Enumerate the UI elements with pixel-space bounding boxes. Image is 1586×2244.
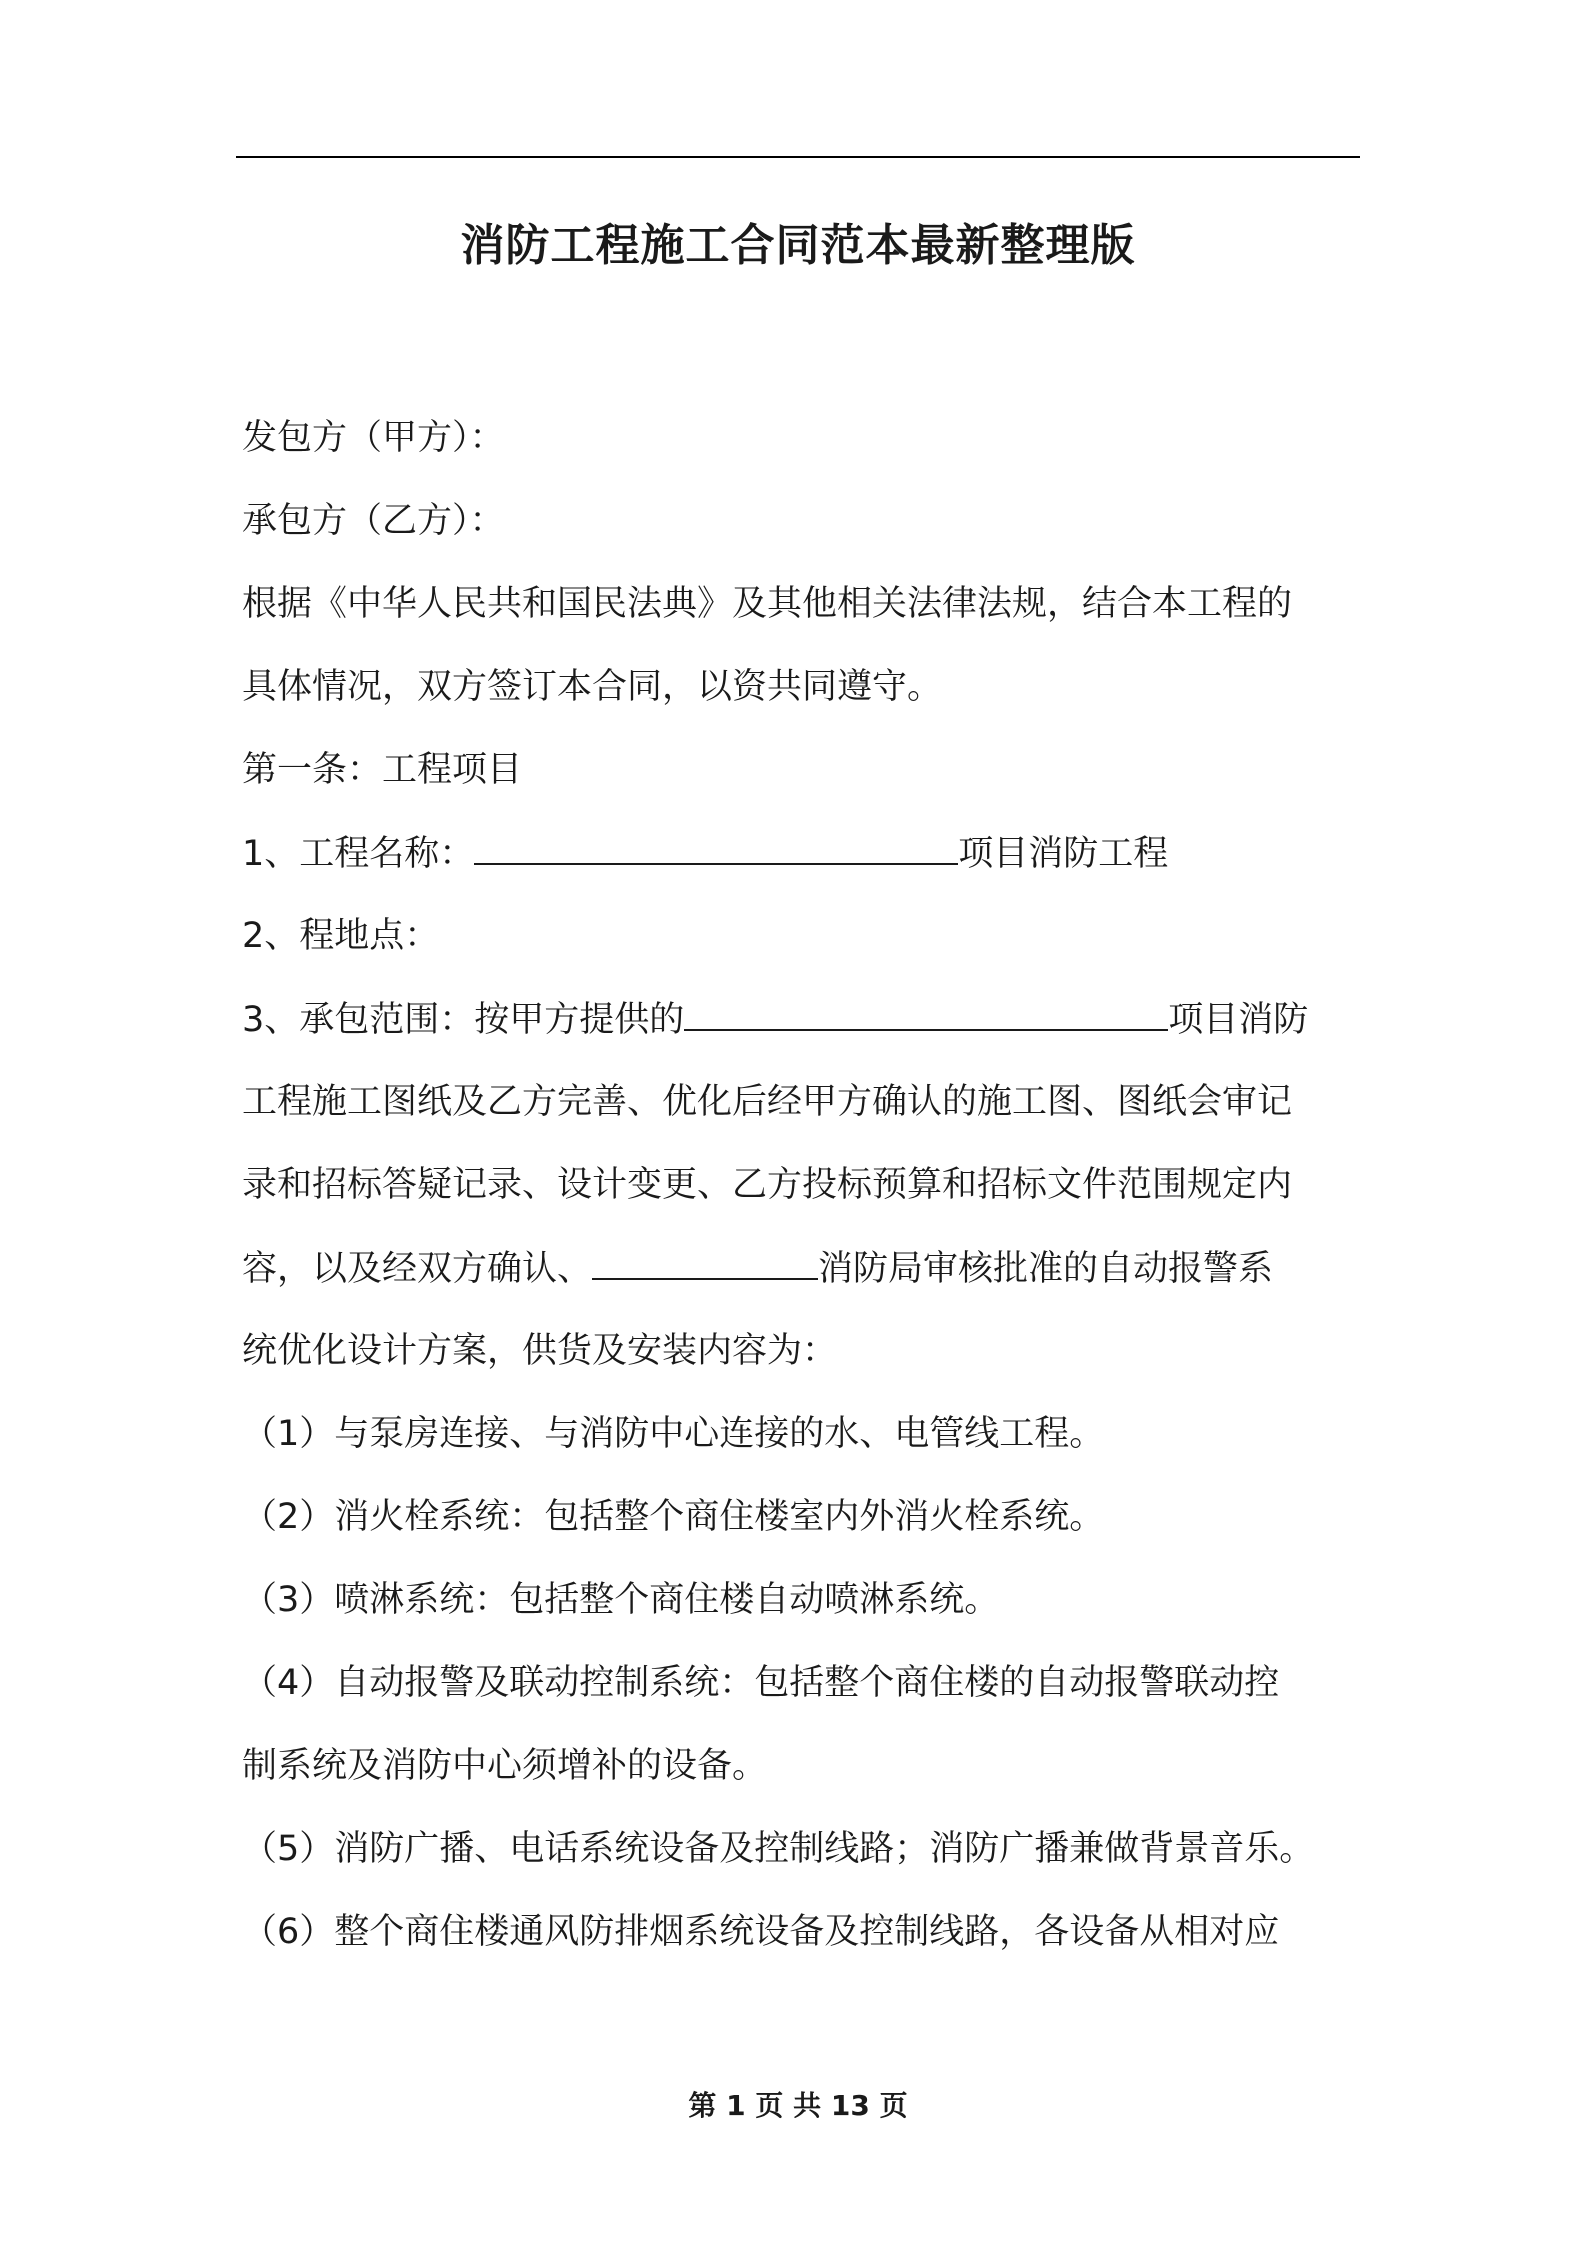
confirmation-label: 容，以及经双方确认、 bbox=[242, 1249, 593, 1289]
header-rule bbox=[236, 156, 1360, 158]
project-name-line bbox=[242, 825, 1168, 882]
party-b-line: 承包方（乙方）： bbox=[242, 501, 505, 541]
document-title: 消防工程施工合同范本最新整理版 bbox=[460, 220, 1136, 271]
list-item: （1）与泵房连接、与消防中心连接的水、电管线工程。 bbox=[242, 1414, 1105, 1454]
project-name-label: 1、工程名称： bbox=[242, 834, 475, 874]
paragraph-line: 根据《中华人民共和国民法典》及其他相关法律法规，结合本工程的 bbox=[242, 584, 1293, 624]
list-item: （2）消火栓系统：包括整个商住楼室内外消火栓系统。 bbox=[242, 1497, 1105, 1537]
confirmation-suffix: 消防局审核批准的自动报警系 bbox=[818, 1249, 1274, 1289]
list-item: （4）自动报警及联动控制系统：包括整个商住楼的自动报警联动控 bbox=[242, 1663, 1280, 1703]
location-line: 2、程地点： bbox=[242, 916, 440, 956]
list-item-continuation: 制系统及消防中心须增补的设备。 bbox=[242, 1746, 768, 1786]
article-heading: 第一条：工程项目 bbox=[242, 750, 523, 790]
list-item: （6）整个商住楼通风防排烟系统设备及控制线路，各设备从相对应 bbox=[242, 1912, 1280, 1952]
confirmation-line bbox=[242, 1240, 1273, 1297]
scope-line bbox=[242, 991, 1308, 1048]
scope-label: 3、承包范围：按甲方提供的 bbox=[242, 1000, 685, 1040]
party-a-line: 发包方（甲方）： bbox=[242, 418, 505, 458]
list-item: （5）消防广播、电话系统设备及控制线路；消防广播兼做背景音乐。 bbox=[242, 1829, 1315, 1869]
scope-suffix: 项目消防 bbox=[1168, 1000, 1309, 1040]
fire-bureau-blank bbox=[592, 1240, 818, 1280]
paragraph-line: 统优化设计方案，供货及安装内容为： bbox=[242, 1331, 838, 1371]
scope-blank bbox=[684, 991, 1168, 1031]
paragraph-line: 录和招标答疑记录、设计变更、乙方投标预算和招标文件范围规定内 bbox=[242, 1165, 1293, 1205]
project-name-suffix: 项目消防工程 bbox=[958, 834, 1169, 874]
paragraph-line: 具体情况，双方签订本合同，以资共同遵守。 bbox=[242, 667, 943, 707]
project-name-blank bbox=[474, 825, 958, 865]
page-number-footer: 第 1 页 共 13 页 bbox=[688, 2089, 908, 2122]
list-item: （3）喷淋系统：包括整个商住楼自动喷淋系统。 bbox=[242, 1580, 1000, 1620]
paragraph-line: 工程施工图纸及乙方完善、优化后经甲方确认的施工图、图纸会审记 bbox=[242, 1082, 1293, 1122]
